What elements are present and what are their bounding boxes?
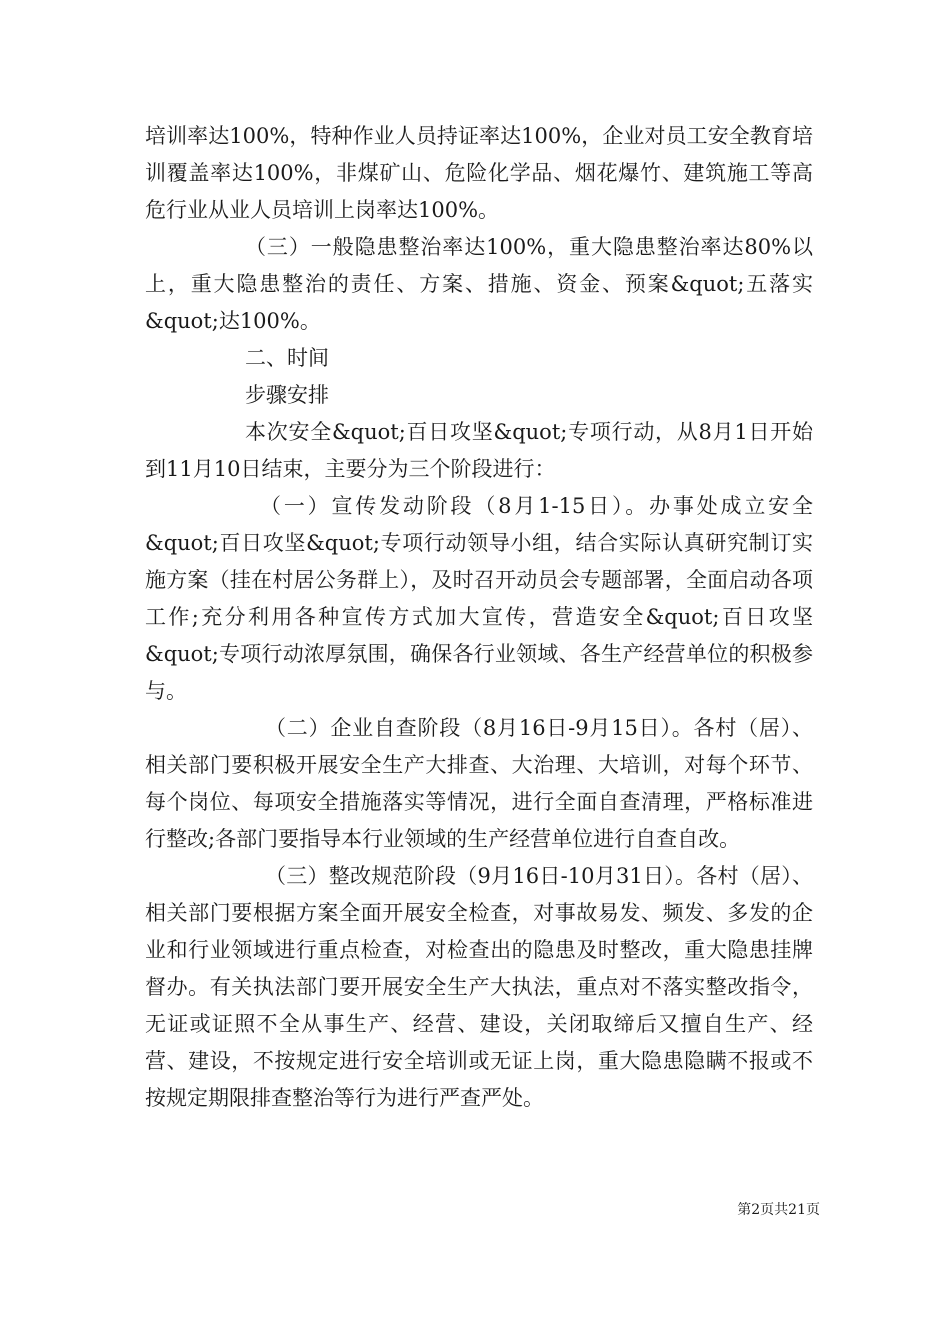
section-heading-time: 二、时间: [245, 346, 329, 370]
paragraph-stage-three: （三）整改规范阶段（9月16日-10月31日）。各村（居）、相关部门要根据方案全面开展安全检查，对事故易发、频发、多发的企业和行业领域进行重点检查，对检查出的隐患及时整改，重大隐患挂牌督办。有关执法部门要开展安全生产大执法，重点对不落实整改指令，无证或证照不全从事生产、经营、建设，关闭取缔后又擅自生产、经营、建设，不按规定进行安全培训或无证上岗，重大隐患隐瞒不报或不按规定期限排查整治等行为进行严查严处。: [145, 864, 813, 1110]
document-body: [145, 118, 813, 1117]
section-heading-steps: 步骤安排: [245, 383, 329, 407]
paragraph-training-rates: 培训率达100%，特种作业人员持证率达100%，企业对员工安全教育培训覆盖率达100%，非煤矿山、危险化学品、烟花爆竹、建筑施工等高危行业从业人员培训上岗率达100%。: [145, 124, 813, 222]
paragraph-campaign-overview: 本次安全&quot;百日攻坚&quot;专项行动，从8月1日开始到11月10日结束，主要分为三个阶段进行：: [145, 420, 813, 481]
paragraph-stage-one: （一）宣传发动阶段（8月1-15日）。办事处成立安全&quot;百日攻坚&quot;专项行动领导小组，结合实际认真研究制订实施方案（挂在村居公务群上），及时召开动员会专题部署，全面启动各项工作;充分利用各种宣传方式加大宣传，营造安全&quot;百日攻坚&quot;专项行动浓厚氛围，确保各行业领域、各生产经营单位的积极参与。: [145, 494, 813, 703]
paragraph-stage-two: （二）企业自查阶段（8月16日-9月15日）。各村（居）、相关部门要积极开展安全生产大排查、大治理、大培训，对每个环节、每个岗位、每项安全措施落实等情况，进行全面自查清理，严格标准进行整改;各部门要指导本行业领域的生产经营单位进行自查自改。: [145, 716, 813, 851]
paragraph-hazard-rectification: （三）一般隐患整治率达100%，重大隐患整治率达80%以上，重大隐患整治的责任、方案、措施、资金、预案&quot;五落实&quot;达100%。: [145, 235, 813, 333]
page-number-footer: 第2页共21页: [737, 1202, 820, 1218]
